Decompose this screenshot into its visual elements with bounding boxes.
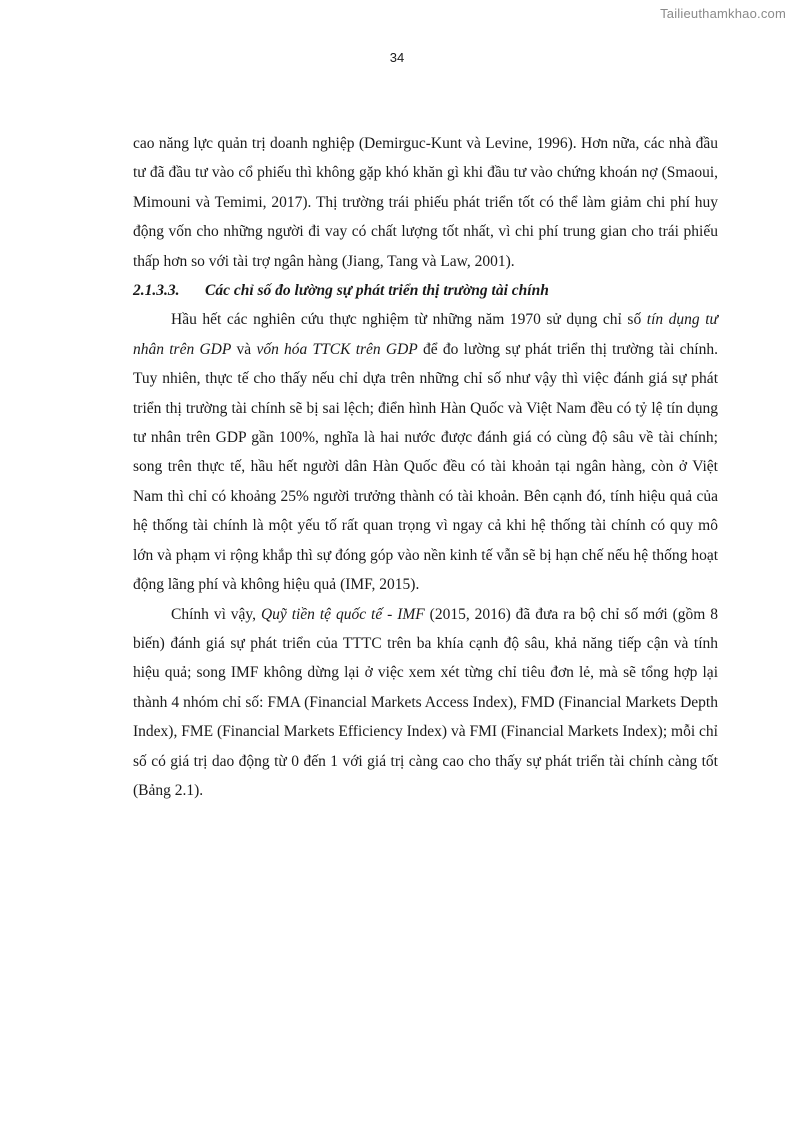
text-run: để đo lường sự phát triển thị trường tài chính. Tuy nhiên, thực tế cho thấy nếu chỉ dựa trên những chỉ số như vậy thì việc đánh giá sự phát triển thị trường tài chính sẽ bị sai lệch; điển hình Hàn Quốc và Việt Nam đều có tỷ lệ tín dụng tư nhân trên GDP gần 100%, nghĩa là hai nước được đánh giá có cùng độ sâu về tài chính; song trên thực tế, hầu hết người dân Hàn Quốc đều có tài khoản tại ngân hàng, còn ở Việt Nam thì chỉ có khoảng 25% người trưởng thành có tài khoản. Bên cạnh đó, tính hiệu quả của hệ thống tài chính là một yếu tố rất quan trọng vì ngay cả khi hệ thống tài chính có quy mô lớn và phạm vi rộng khắp thì sự đóng góp vào nền kinh tế vẫn sẽ bị hạn chế nếu hệ thống hoạt động lãng phí và không hiệu quả (IMF, 2015). [133, 340, 718, 594]
section-number: 2.1.3.3. [133, 282, 180, 300]
paragraph-continuation: cao năng lực quản trị doanh nghiệp (Demirguc-Kunt và Levine, 1996). Hơn nữa, các nhà đầu tư đã đầu tư vào cổ phiếu thì không gặp khó khăn gì khi đầu tư vào chứng khoán nợ (Smaoui, Mimouni và Temimi, 2017). Thị trường trái phiếu phát triển tốt có thể làm giảm chi phí huy động vốn cho những người đi vay có chất lượng tốt nhất, vì chi phí trung gian cho trái phiếu thấp hơn so với tài trợ ngân hàng (Jiang, Tang và Law, 2001). [133, 135, 718, 270]
document-body [133, 129, 718, 805]
text-run: Hầu hết các nghiên cứu thực nghiệm từ những năm 1970 sử dụng chỉ số [171, 311, 647, 329]
paragraph-indicators [133, 305, 718, 599]
watermark-text: Tailieuthamkhao.com [660, 6, 786, 21]
paragraph-imf [133, 600, 718, 806]
text-run: và [231, 340, 257, 358]
italic-term: tín dụng tư nhân trên GDP [133, 311, 719, 358]
text-run: Chính vì vậy, [171, 605, 261, 623]
page-number: 34 [389, 50, 405, 65]
italic-term: vốn hóa TTCK trên GDP [256, 340, 418, 358]
section-heading [133, 276, 718, 305]
text-run: (2015, 2016) đã đưa ra bộ chỉ số mới (gồm 8 biến) đánh giá sự phát triển của TTTC trên ba khía cạnh độ sâu, khả năng tiếp cận và tính hiệu quả; song IMF không dừng lại ở việc xem xét từng chỉ tiêu đơn lẻ, mà sẽ tổng hợp lại thành 4 nhóm chỉ số: FMA (Financial Markets Access Index), FMD (Financial Markets Depth Index), FME (Financial Markets Efficiency Index) và FMI (Financial Markets Index); mỗi chỉ số có giá trị dao động từ 0 đến 1 với giá trị càng cao cho thấy sự phát triển tài chính càng tốt (Bảng 2.1). [133, 605, 718, 799]
section-title: Các chỉ số đo lường sự phát triển thị trường tài chính [205, 282, 549, 300]
italic-term: Quỹ tiền tệ quốc tế - IMF [260, 605, 425, 623]
